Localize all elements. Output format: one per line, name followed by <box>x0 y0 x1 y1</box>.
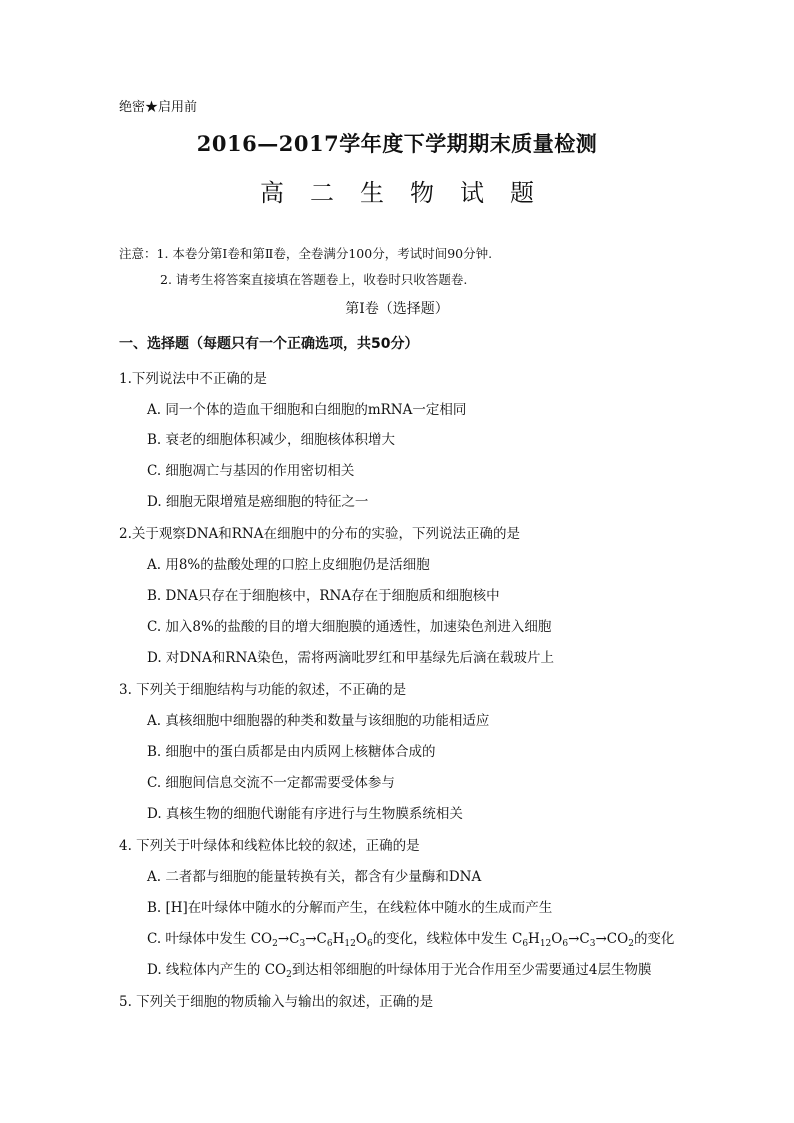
option-b: B. 细胞中的蛋白质都是由内质网上核糖体合成的 <box>147 744 436 760</box>
option-b: B. [H]在叶绿体中随水的分解而产生，在线粒体中随水的生成而产生 <box>147 900 553 916</box>
subtitle-char: 二 <box>310 179 334 207</box>
option-a: A. 二者都与细胞的能量转换有关，都含有少量酶和DNA <box>147 869 482 885</box>
option-c: C. 加入8%的盐酸的目的增大细胞膜的通透性，加速染色剂进入细胞 <box>147 619 552 635</box>
option-b: B. DNA只存在于细胞核中，RNA存在于细胞质和细胞核中 <box>147 588 500 604</box>
exam-title: 2016—2017学年度下学期期末质量检测 <box>196 131 598 156</box>
section-title: 一、选择题（每题只有一个正确选项，共50分） <box>119 336 419 352</box>
option-c: C. 细胞间信息交流不一定都需要受体参与 <box>147 775 395 791</box>
option-d: D. 细胞无限增殖是癌细胞的特征之一 <box>147 494 369 510</box>
notice-line-1: 注意：1. 本卷分第Ⅰ卷和第Ⅱ卷，全卷满分100分，考试时间90分钟. <box>119 246 493 261</box>
subtitle-char: 物 <box>410 179 434 207</box>
question-stem: 2.关于观察DNA和RNA在细胞中的分布的实验，下列说法正确的是 <box>119 526 520 542</box>
option-b: B. 衰老的细胞体积减少，细胞核体积增大 <box>147 432 396 448</box>
question-stem: 3. 下列关于细胞结构与功能的叙述，不正确的是 <box>119 682 407 698</box>
option-d: D. 真核生物的细胞代谢能有序进行与生物膜系统相关 <box>147 806 463 822</box>
option-c: C. 细胞凋亡与基因的作用密切相关 <box>147 463 355 479</box>
volume-label: 第Ⅰ卷（选择题） <box>345 301 449 317</box>
question-stem: 4. 下列关于叶绿体和线粒体比较的叙述，正确的是 <box>119 838 420 854</box>
subtitle-char: 试 <box>460 179 484 207</box>
option-a: A. 同一个体的造血干细胞和白细胞的mRNA一定相同 <box>147 402 467 418</box>
question-stem: 1.下列说法中不正确的是 <box>119 371 267 387</box>
question-stem: 5. 下列关于细胞的物质输入与输出的叙述，正确的是 <box>119 994 434 1010</box>
notice-line-2: 2. 请考生将答案直接填在答题卷上，收卷时只收答题卷. <box>160 272 468 287</box>
option-a: A. 用8%的盐酸处理的口腔上皮细胞仍是活细胞 <box>147 557 430 573</box>
subtitle-char: 生 <box>360 179 384 207</box>
exam-subtitle <box>0 173 794 208</box>
option-a: A. 真核细胞中细胞器的种类和数量与该细胞的功能相适应 <box>147 713 490 729</box>
secret-label: 绝密★启用前 <box>119 100 198 115</box>
option-c: C. 叶绿体中发生 $CO_2\to C_3\to C_6H_{12}O_6$的变化，线粒体中发生 $C_6H_{12}O_6\to C_3\to CO_2$的变化 <box>147 931 675 949</box>
subtitle-char: 高 <box>260 179 284 207</box>
option-d: D. 线粒体内产生的 $CO_2$到达相邻细胞的叶绿体用于光合作用至少需要通过4层生物膜 <box>147 962 652 980</box>
subtitle-char: 题 <box>510 179 534 207</box>
option-d: D. 对DNA和RNA染色，需将两滴吡罗红和甲基绿先后滴在载玻片上 <box>147 650 555 666</box>
